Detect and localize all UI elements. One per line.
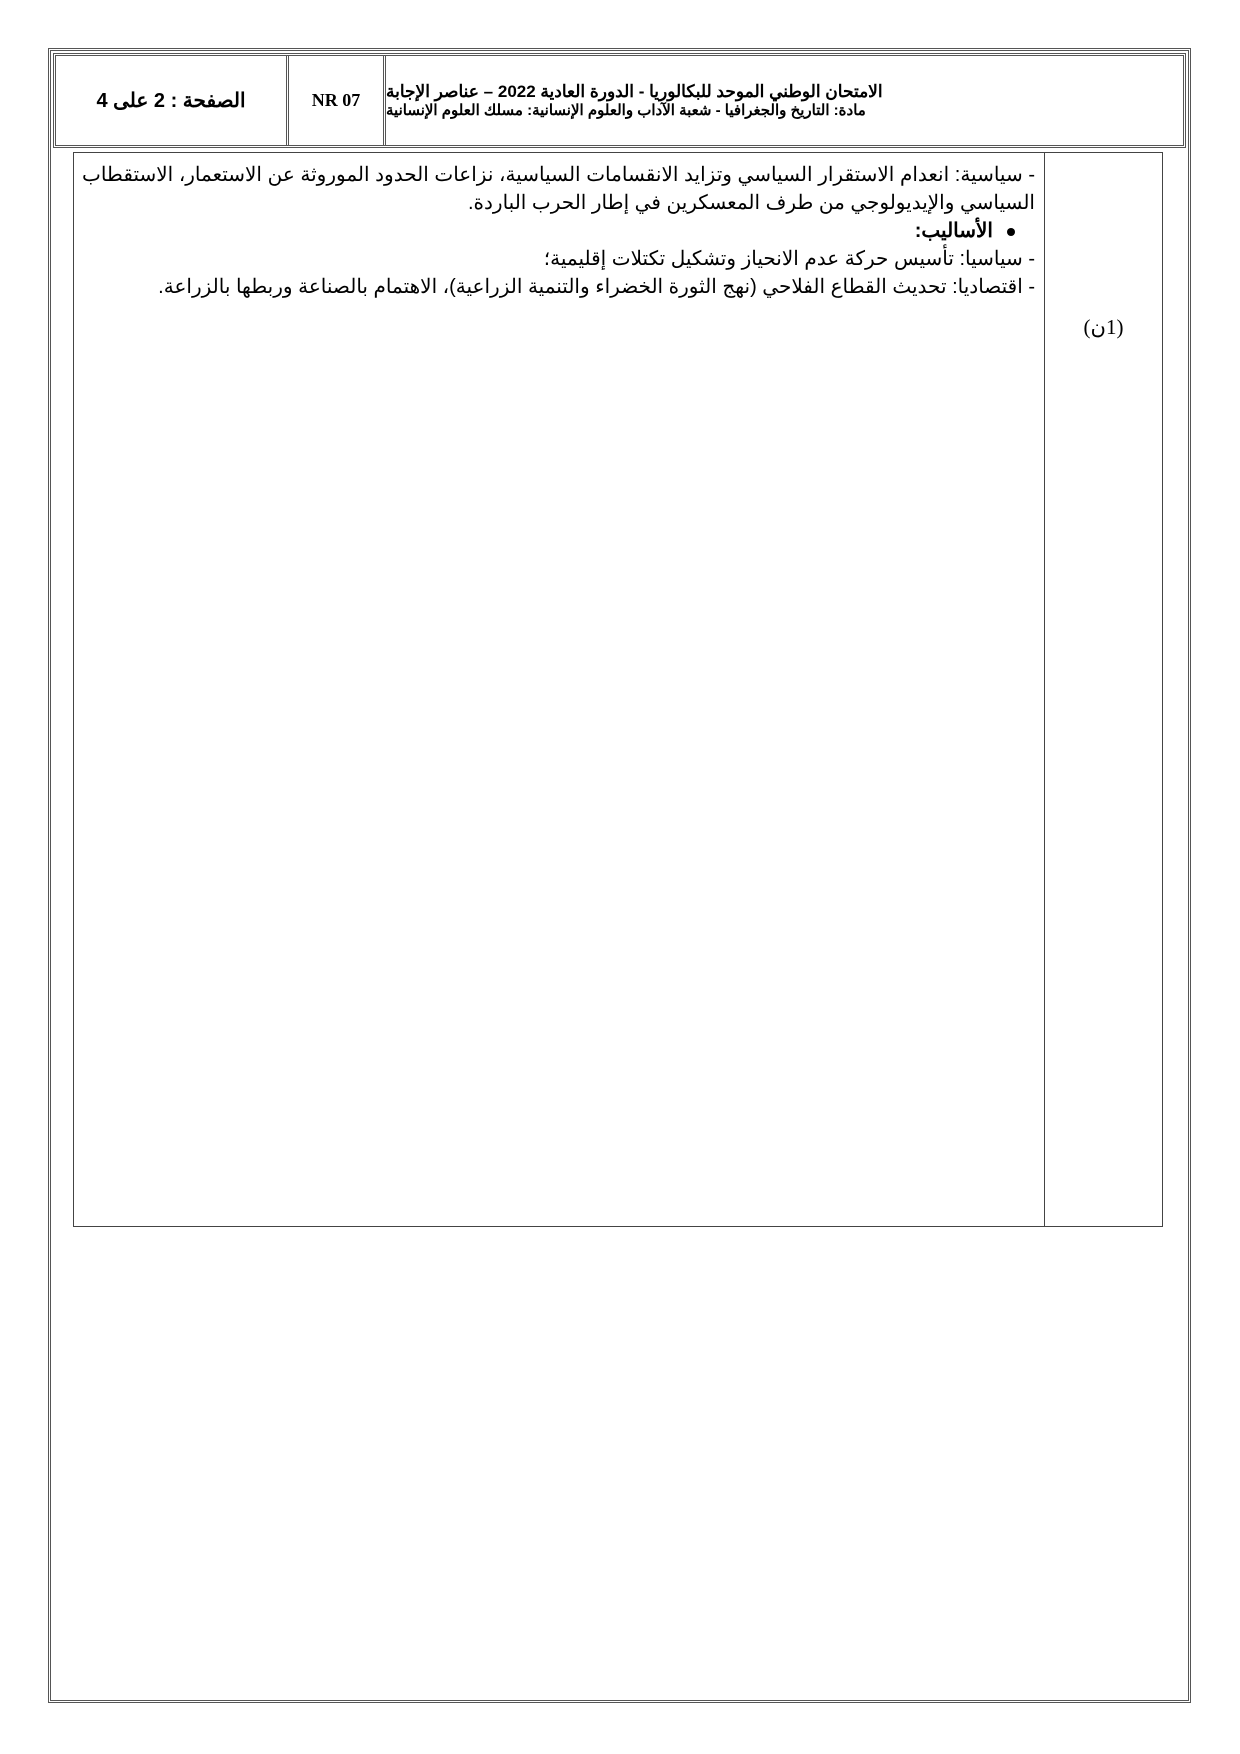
answer-content — [74, 153, 1045, 1226]
header-table — [53, 53, 1186, 148]
exam-code: NR 07 — [286, 56, 386, 145]
economic-methods-text: - اقتصاديا: تحديث القطاع الفلاحي (نهج الثورة الخضراء والتنمية الزراعية)، الاهتمام بالصناعة وربطها بالزراعة. — [158, 276, 1035, 298]
methods-heading — [82, 217, 1035, 245]
political-factors-text: - سياسية: انعدام الاستقرار السياسي وتزايد الانقسامات السياسية، نزاعات الحدود الموروثة عن الاستعمار، الاستقطاب السياسي والإيديولوجي من طرف المعسكرين في إطار الحرب الباردة. — [82, 164, 1035, 214]
exam-subject-line: مادة: التاريخ والجغرافيا - شعبة الآداب والعلوم الإنسانية: مسلك العلوم الإنسانية — [386, 101, 866, 119]
exam-title — [386, 56, 1183, 145]
bullet-icon — [1007, 228, 1015, 236]
political-methods-text: - سياسيا: تأسيس حركة عدم الانحياز وتشكيل تكتلات إقليمية؛ — [543, 248, 1035, 270]
score-column — [1044, 153, 1162, 1226]
page-number: الصفحة : 2 على 4 — [96, 90, 246, 112]
methods-heading-label: الأساليب: — [914, 220, 993, 242]
exam-title-line1: الامتحان الوطني الموحد للبكالوريا - الدورة العادية 2022 – عناصر الإجابة — [386, 81, 883, 101]
answer-table — [73, 152, 1163, 1227]
score-value: (1ن) — [1083, 315, 1124, 339]
